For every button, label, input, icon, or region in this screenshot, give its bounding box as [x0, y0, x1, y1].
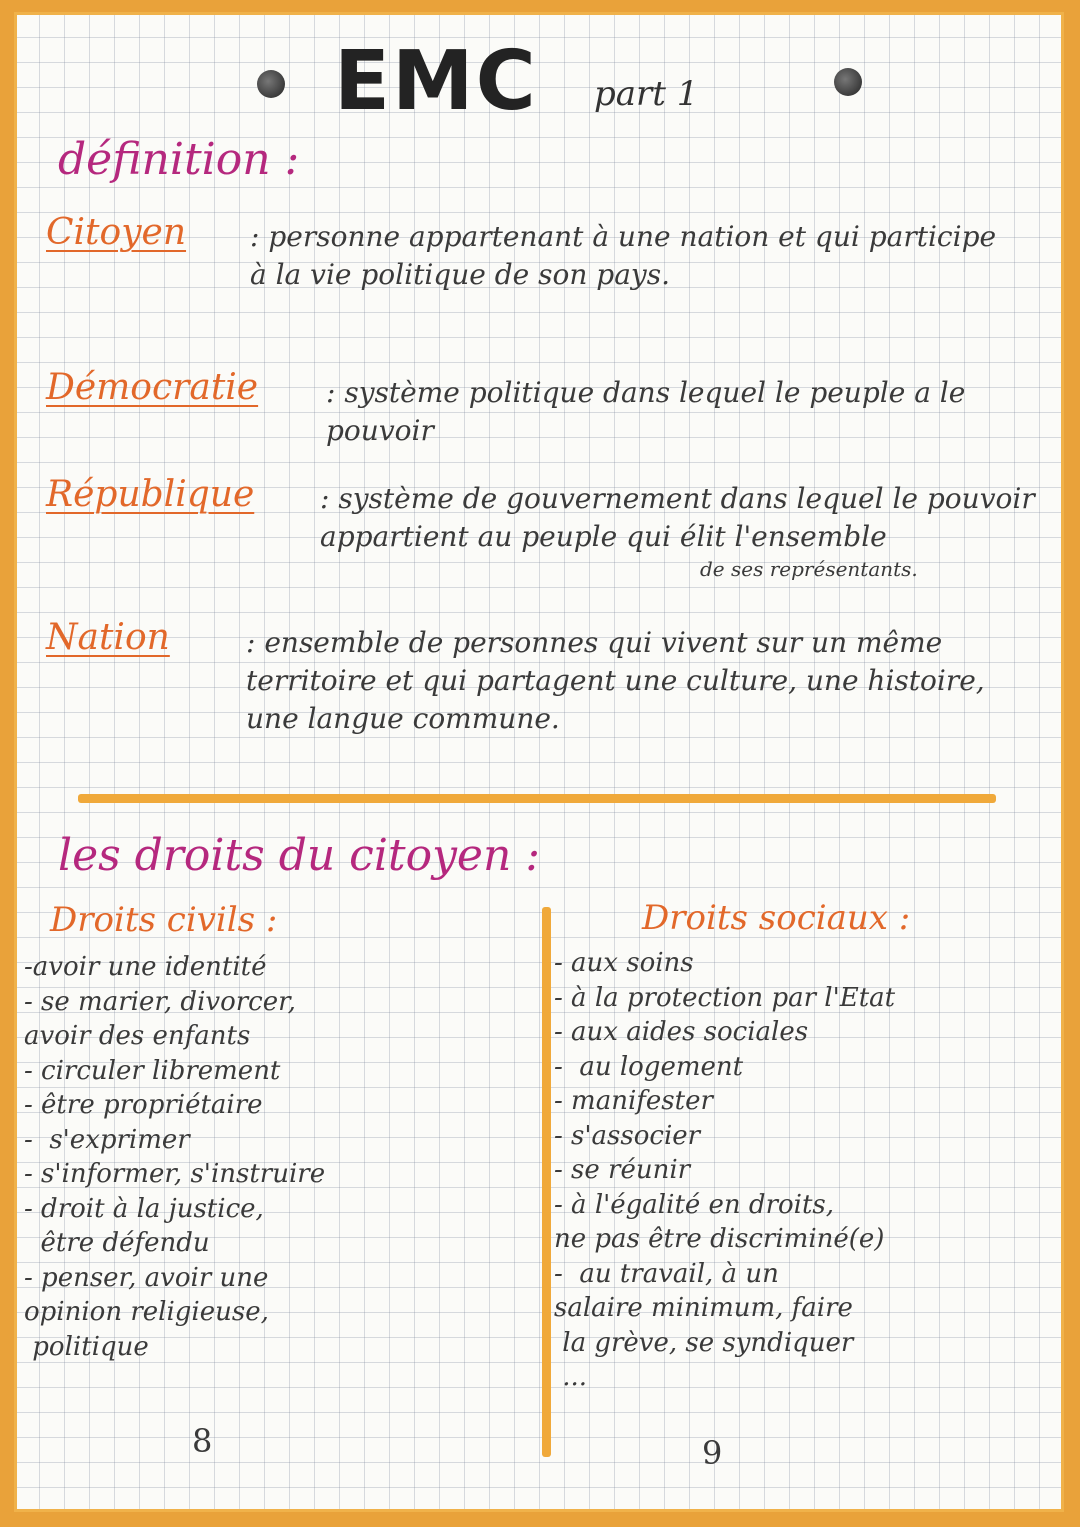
list-item: opinion religieuse,	[24, 1297, 269, 1327]
def-republique-text: : système de gouvernement dans lequel le pouvoir appartient au peuple qui élit l'ensemble	[320, 482, 1035, 553]
list-item: - penser, avoir une	[24, 1262, 269, 1293]
list-item: - s'informer, s'instruire	[24, 1159, 326, 1189]
punch-hole-left	[257, 70, 285, 98]
page-title: EMC	[334, 34, 538, 129]
list-item: avoir des enfants	[24, 1021, 251, 1051]
list-item: - aux soins	[554, 948, 694, 978]
term-republique: République	[46, 474, 255, 515]
notebook-page	[14, 12, 1064, 1512]
list-item: -avoir une identité	[24, 952, 267, 982]
term-nation: Nation	[46, 617, 170, 658]
social-rights-title: Droits sociaux :	[642, 898, 911, 938]
list-item: - à la protection par l'Etat	[554, 982, 896, 1013]
list-item: - s'associer	[554, 1120, 701, 1151]
page-number-left: 8	[192, 1422, 213, 1460]
rights-heading: les droits du citoyen :	[58, 830, 541, 881]
list-item: - s'exprimer	[24, 1124, 190, 1155]
list-item: - au travail, à un	[554, 1258, 779, 1289]
punch-hole-right	[834, 68, 862, 96]
list-item: ne pas être discriminé(e)	[554, 1224, 885, 1254]
civil-rights-list	[24, 950, 536, 1364]
list-item: - être propriétaire	[24, 1090, 263, 1120]
civil-rights-title: Droits civils :	[50, 900, 278, 940]
list-item: salaire minimum, faire	[554, 1293, 853, 1323]
list-item: - circuler librement	[24, 1055, 281, 1086]
list-item: ...	[554, 1362, 588, 1392]
column-divider	[542, 907, 551, 1457]
list-item: - se réunir	[554, 1155, 691, 1185]
list-item: - au logement	[554, 1051, 744, 1082]
list-item: politique	[24, 1331, 149, 1362]
page-number-right: 9	[702, 1434, 723, 1472]
def-citoyen: : personne appartenant à une nation et qui participe à la vie politique de son pays.	[250, 220, 997, 291]
social-rights-list	[554, 946, 1059, 1395]
def-nation: : ensemble de personnes qui vivent sur un même territoire et qui partagent une culture, une histoire, une langue commune.	[246, 626, 985, 735]
def-democratie: : système politique dans lequel le peuple a le pouvoir	[326, 376, 966, 447]
list-item: - se marier, divorcer,	[24, 986, 296, 1017]
term-citoyen: Citoyen	[46, 212, 187, 253]
section-divider	[78, 794, 996, 803]
term-democratie: Démocratie	[46, 367, 259, 408]
list-item: - à l'égalité en droits,	[554, 1189, 835, 1220]
list-item: - aux aides sociales	[554, 1017, 809, 1047]
list-item: être défendu	[24, 1228, 210, 1258]
page-subtitle: part 1	[594, 74, 699, 114]
definitions-heading: définition :	[58, 134, 300, 185]
list-item: la grève, se syndiquer	[554, 1327, 854, 1358]
def-republique	[320, 480, 1040, 582]
def-republique-extra: de ses représentants.	[700, 557, 918, 581]
list-item: - manifester	[554, 1086, 713, 1116]
list-item: - droit à la justice,	[24, 1193, 264, 1224]
